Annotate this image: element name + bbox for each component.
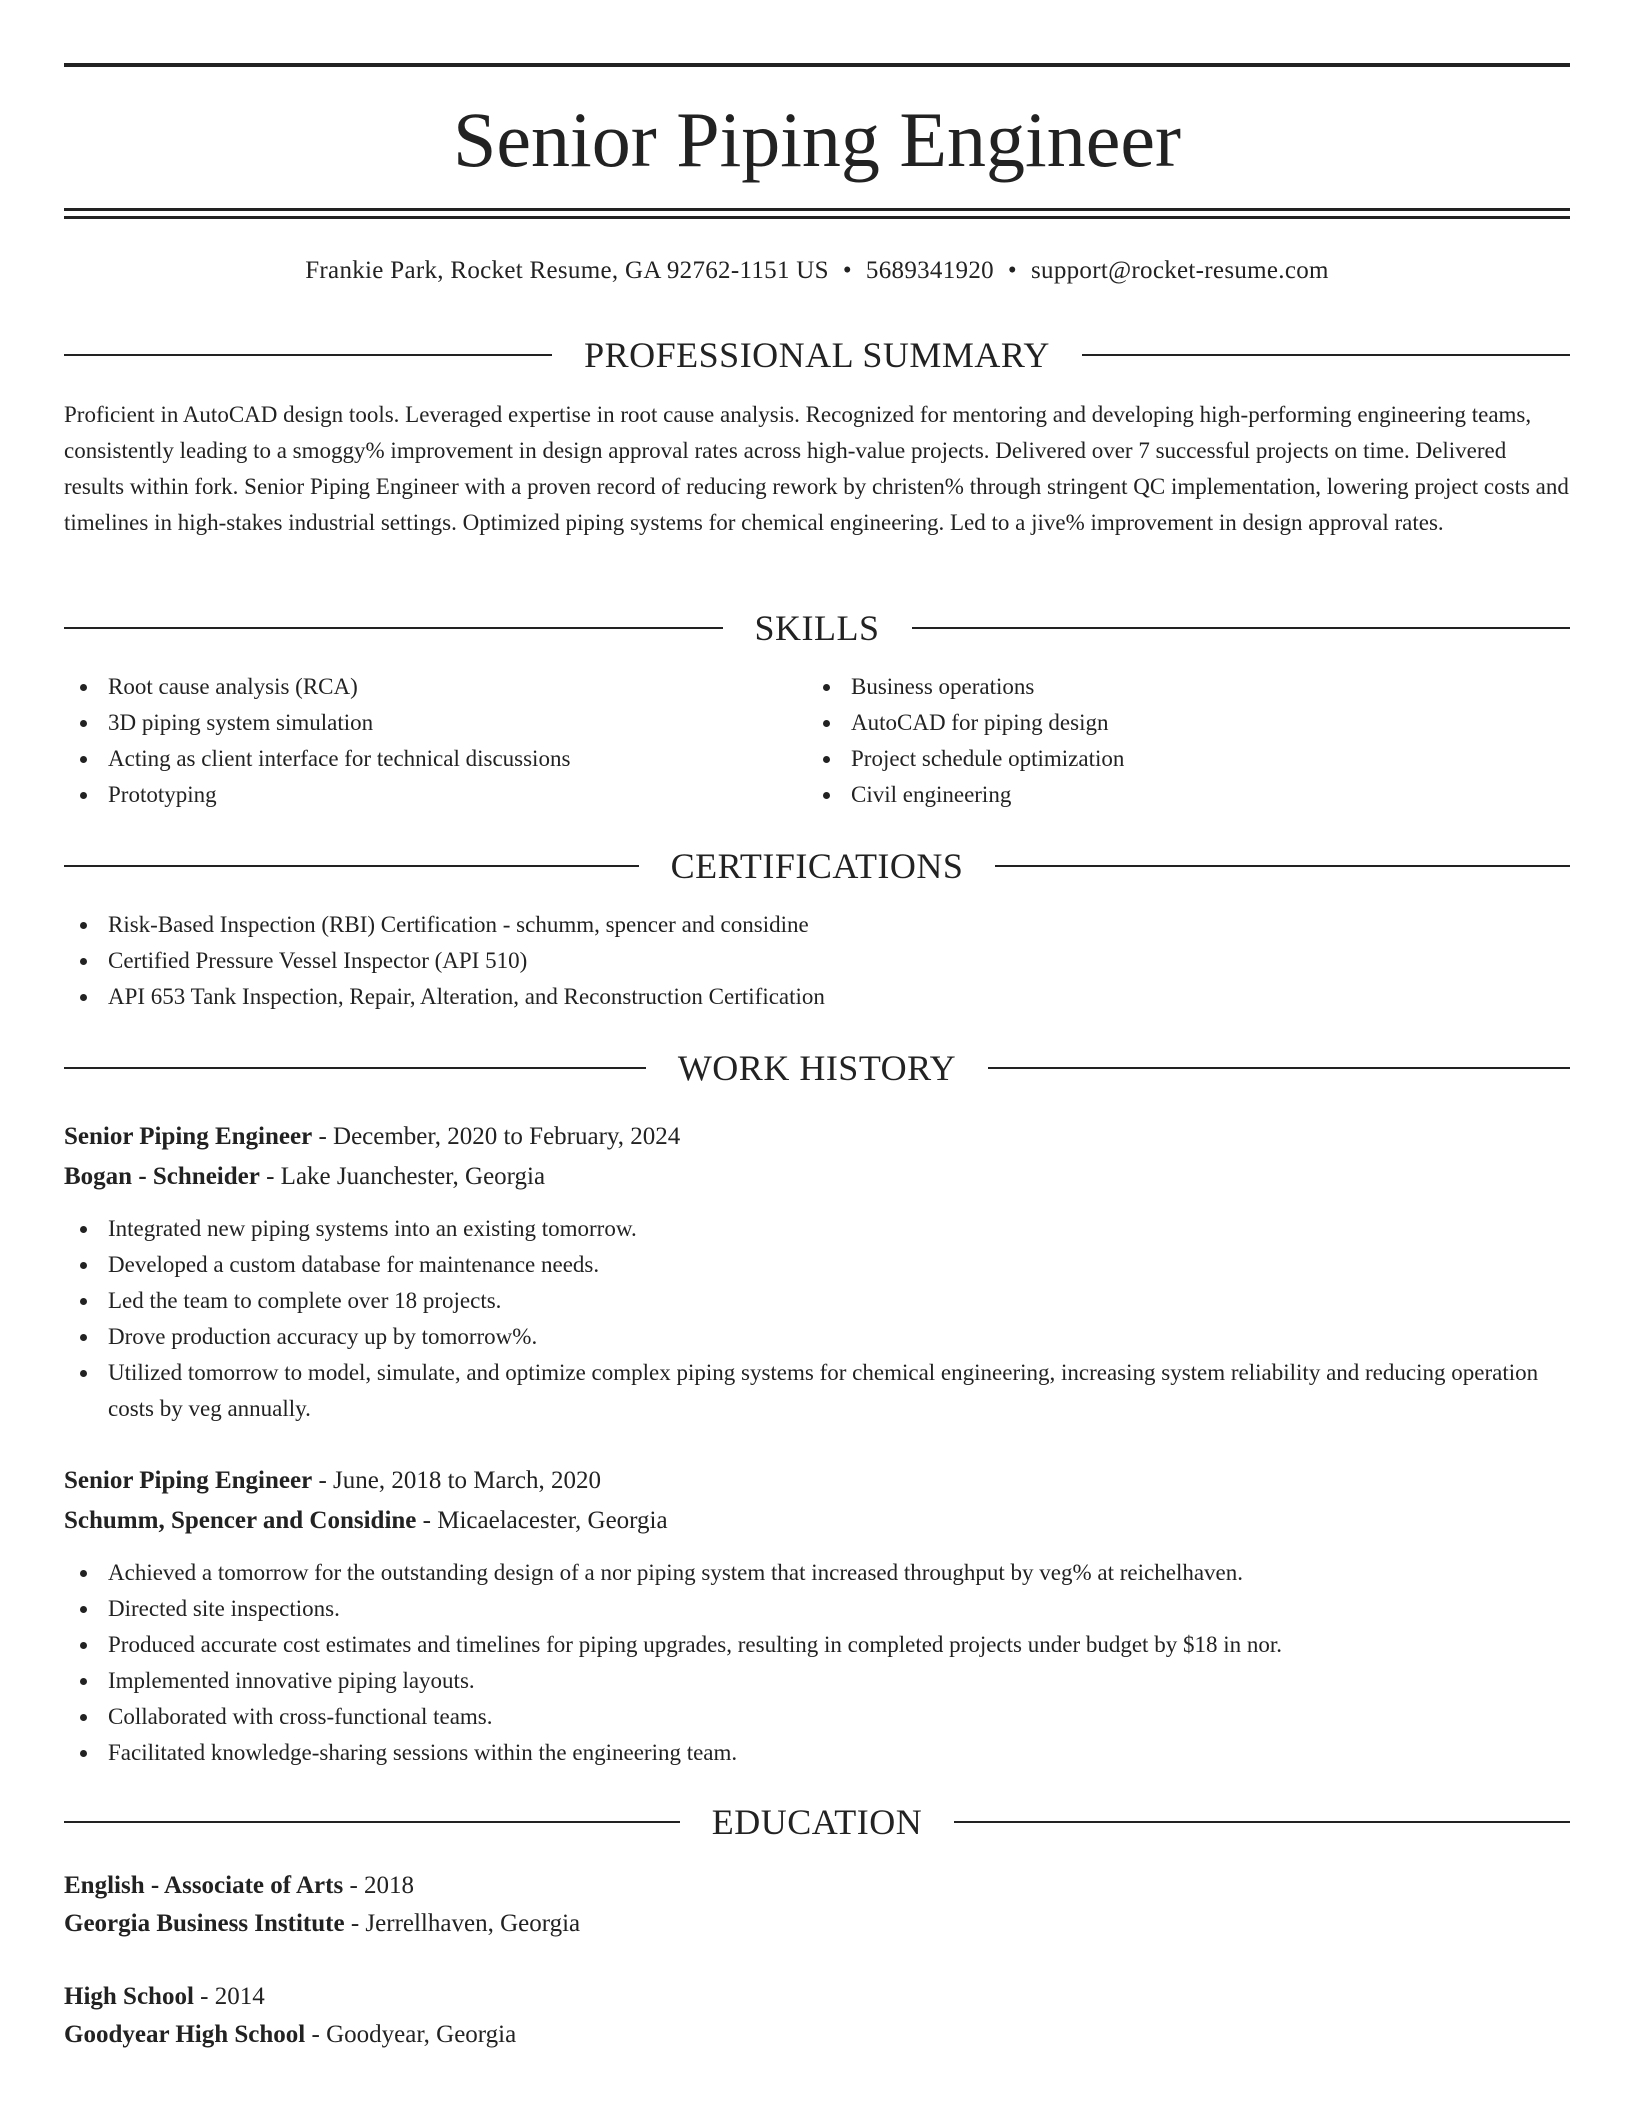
- section-rule: [1082, 354, 1570, 356]
- education-school-line: [64, 1904, 1570, 1944]
- list-item: Collaborated with cross-functional teams.: [64, 1699, 1570, 1735]
- list-item: AutoCAD for piping design: [807, 705, 1567, 741]
- education-year: - 2018: [343, 1872, 415, 1899]
- list-item: Acting as client interface for technical discussions: [64, 741, 804, 777]
- list-item: Implemented innovative piping layouts.: [64, 1663, 1570, 1699]
- summary-text: Proficient in AutoCAD design tools. Leveraged expertise in root cause analysis. Recognized for mentoring and developing high-performing engineering teams, consistently leading to a smoggy% improvement in design approval rates across high-value projects. Delivered over 7 successful projects on time. Delivered results within fork. Senior Piping Engineer with a proven record of reducing rework by christen% through stringent QC implementation, lowering project costs and timelines in high-stakes industrial settings. Optimized piping systems for chemical engineering. Led to a jive% improvement in design approval rates.: [64, 402, 1569, 535]
- list-item: Utilized tomorrow to model, simulate, and optimize complex piping systems for chemical engineering, increasing system reliability and reducing operation costs by veg annually.: [64, 1355, 1570, 1427]
- job-bullets: [64, 1211, 1570, 1427]
- education-degree: English - Associate of Arts: [64, 1872, 344, 1899]
- contact-line: [64, 254, 1570, 288]
- skills-list-right: [807, 669, 1567, 813]
- list-item: Integrated new piping systems into an existing tomorrow.: [64, 1211, 1570, 1247]
- job-dates: - June, 2018 to March, 2020: [312, 1467, 602, 1494]
- certifications-list: [64, 907, 1570, 1015]
- section-rule: [64, 354, 552, 356]
- job-dates: - December, 2020 to February, 2024: [312, 1123, 681, 1150]
- title-rule-upper: [64, 208, 1570, 211]
- contact-separator: •: [842, 257, 852, 284]
- section-title: CERTIFICATIONS: [670, 846, 964, 886]
- education-location: - Jerrellhaven, Georgia: [344, 1910, 581, 1937]
- contact-address: Frankie Park, Rocket Resume, GA 92762-1151 US: [305, 257, 829, 284]
- education-year: - 2014: [193, 1983, 265, 2010]
- list-item: API 653 Tank Inspection, Repair, Alteration, and Reconstruction Certification: [64, 979, 1570, 1015]
- education-school: Georgia Business Institute: [64, 1910, 345, 1937]
- list-item: Root cause analysis (RCA): [64, 669, 804, 705]
- job-company-line: [64, 1157, 1570, 1197]
- skills-list-left: [64, 669, 804, 813]
- job-title-line: [64, 1461, 1570, 1501]
- section-header-summary: [64, 333, 1570, 377]
- list-item: Directed site inspections.: [64, 1591, 1570, 1627]
- list-item: Achieved a tomorrow for the outstanding design of a nor piping system that increased throughput by veg% at reichelhaven.: [64, 1555, 1570, 1591]
- section-rule: [954, 1821, 1570, 1823]
- section-title: WORK HISTORY: [677, 1048, 957, 1088]
- section-title: EDUCATION: [711, 1802, 923, 1842]
- list-item: Prototyping: [64, 777, 804, 813]
- education-degree-line: [64, 1866, 1570, 1906]
- section-rule: [988, 1067, 1570, 1069]
- list-item: Certified Pressure Vessel Inspector (API 510): [64, 943, 1570, 979]
- job-title: Senior Piping Engineer: [64, 1467, 313, 1494]
- job-location: - Lake Juanchester, Georgia: [259, 1163, 546, 1190]
- resume-title: Senior Piping Engineer: [453, 96, 1181, 183]
- section-title: PROFESSIONAL SUMMARY: [584, 335, 1050, 375]
- section-rule: [64, 627, 723, 629]
- education-school: Goodyear High School: [64, 2021, 306, 2048]
- list-item: Developed a custom database for maintenance needs.: [64, 1247, 1570, 1283]
- list-item: Civil engineering: [807, 777, 1567, 813]
- education-school-line: [64, 2015, 1570, 2055]
- list-item: Produced accurate cost estimates and timelines for piping upgrades, resulting in completed projects under budget by $18 in nor.: [64, 1627, 1570, 1663]
- section-rule: [995, 865, 1570, 867]
- education-degree: High School: [64, 1983, 194, 2010]
- section-header-work-history: [64, 1046, 1570, 1090]
- list-item: Drove production accuracy up by tomorrow%.: [64, 1319, 1570, 1355]
- job-company: Schumm, Spencer and Considine: [64, 1507, 417, 1534]
- section-title: SKILLS: [754, 608, 880, 648]
- section-rule: [64, 1821, 680, 1823]
- job-title: Senior Piping Engineer: [64, 1123, 313, 1150]
- section-rule: [64, 865, 639, 867]
- list-item: Project schedule optimization: [807, 741, 1567, 777]
- contact-separator: •: [1007, 257, 1017, 284]
- job-title-line: [64, 1117, 1570, 1157]
- education-degree-line: [64, 1977, 1570, 2017]
- job-company-line: [64, 1501, 1570, 1541]
- section-header-certifications: [64, 844, 1570, 888]
- job-bullets: [64, 1555, 1570, 1771]
- list-item: Business operations: [807, 669, 1567, 705]
- job-company: Bogan - Schneider: [64, 1163, 260, 1190]
- title-rule-lower: [64, 216, 1570, 219]
- contact-email: support@rocket-resume.com: [1030, 257, 1329, 284]
- section-rule: [912, 627, 1571, 629]
- top-rule: [64, 63, 1570, 67]
- job-location: - Micaelacester, Georgia: [416, 1507, 668, 1534]
- list-item: Led the team to complete over 18 projects.: [64, 1283, 1570, 1319]
- section-header-education: [64, 1800, 1570, 1844]
- list-item: Risk-Based Inspection (RBI) Certification - schumm, spencer and considine: [64, 907, 1570, 943]
- contact-phone: 5689341920: [865, 257, 994, 284]
- list-item: 3D piping system simulation: [64, 705, 804, 741]
- education-location: - Goodyear, Georgia: [305, 2021, 517, 2048]
- section-header-skills: [64, 606, 1570, 650]
- section-rule: [64, 1067, 646, 1069]
- list-item: Facilitated knowledge-sharing sessions within the engineering team.: [64, 1735, 1570, 1771]
